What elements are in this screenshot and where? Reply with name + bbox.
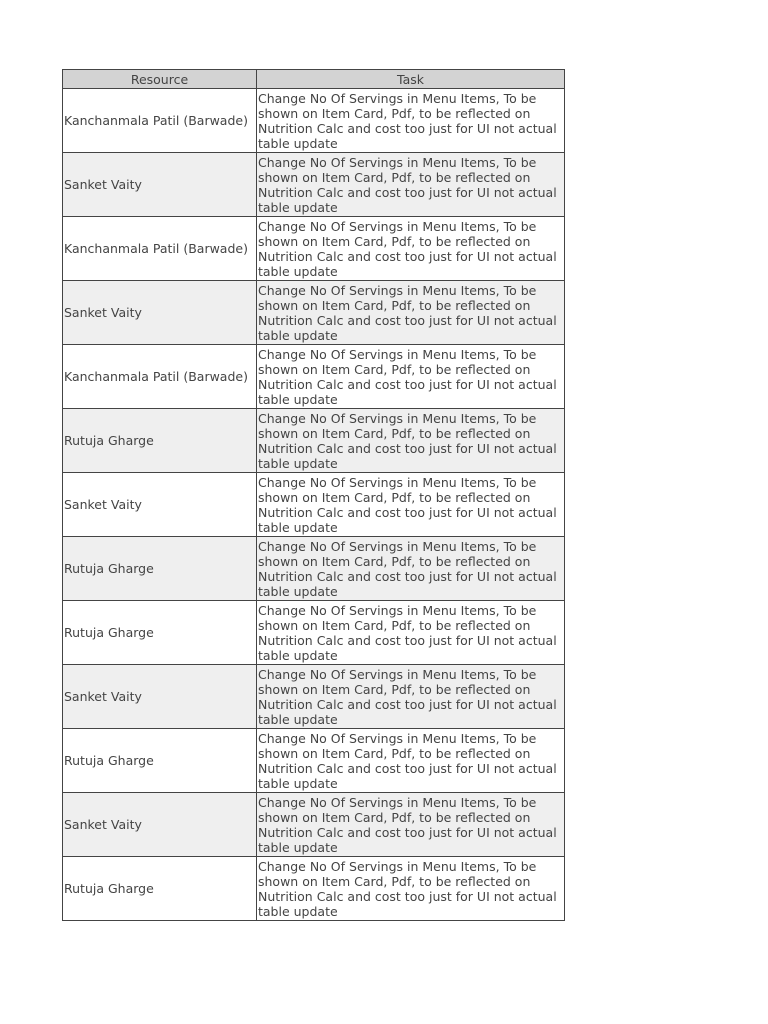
table-row	[63, 729, 565, 793]
header-task: Task	[257, 70, 565, 89]
header-resource: Resource	[63, 70, 257, 89]
task-cell: Change No Of Servings in Menu Items, To be shown on Item Card, Pdf, to be reflected on Nutrition Calc and cost too just for UI not actual table update	[257, 89, 565, 153]
table-row	[63, 89, 565, 153]
table-row	[63, 153, 565, 217]
table-row	[63, 793, 565, 857]
task-cell: Change No Of Servings in Menu Items, To be shown on Item Card, Pdf, to be reflected on Nutrition Calc and cost too just for UI not actual table update	[257, 345, 565, 409]
task-cell: Change No Of Servings in Menu Items, To be shown on Item Card, Pdf, to be reflected on Nutrition Calc and cost too just for UI not actual table update	[257, 601, 565, 665]
resource-cell: Sanket Vaity	[63, 281, 257, 345]
task-cell: Change No Of Servings in Menu Items, To be shown on Item Card, Pdf, to be reflected on Nutrition Calc and cost too just for UI not actual table update	[257, 281, 565, 345]
resource-cell: Kanchanmala Patil (Barwade)	[63, 217, 257, 281]
task-cell: Change No Of Servings in Menu Items, To be shown on Item Card, Pdf, to be reflected on Nutrition Calc and cost too just for UI not actual table update	[257, 793, 565, 857]
table-header-row	[63, 70, 565, 89]
table-row	[63, 345, 565, 409]
table-row	[63, 857, 565, 921]
task-cell: Change No Of Servings in Menu Items, To be shown on Item Card, Pdf, to be reflected on Nutrition Calc and cost too just for UI not actual table update	[257, 665, 565, 729]
task-cell: Change No Of Servings in Menu Items, To be shown on Item Card, Pdf, to be reflected on Nutrition Calc and cost too just for UI not actual table update	[257, 217, 565, 281]
resource-cell: Rutuja Gharge	[63, 729, 257, 793]
resource-cell: Rutuja Gharge	[63, 857, 257, 921]
resource-cell: Rutuja Gharge	[63, 601, 257, 665]
resource-cell: Sanket Vaity	[63, 793, 257, 857]
resource-task-table	[62, 69, 565, 921]
table-row	[63, 217, 565, 281]
task-cell: Change No Of Servings in Menu Items, To be shown on Item Card, Pdf, to be reflected on Nutrition Calc and cost too just for UI not actual table update	[257, 409, 565, 473]
resource-cell: Sanket Vaity	[63, 665, 257, 729]
task-cell: Change No Of Servings in Menu Items, To be shown on Item Card, Pdf, to be reflected on Nutrition Calc and cost too just for UI not actual table update	[257, 473, 565, 537]
table-row	[63, 281, 565, 345]
resource-cell: Sanket Vaity	[63, 153, 257, 217]
resource-cell: Kanchanmala Patil (Barwade)	[63, 89, 257, 153]
table-row	[63, 409, 565, 473]
resource-cell: Rutuja Gharge	[63, 537, 257, 601]
task-cell: Change No Of Servings in Menu Items, To be shown on Item Card, Pdf, to be reflected on Nutrition Calc and cost too just for UI not actual table update	[257, 537, 565, 601]
task-cell: Change No Of Servings in Menu Items, To be shown on Item Card, Pdf, to be reflected on Nutrition Calc and cost too just for UI not actual table update	[257, 153, 565, 217]
resource-cell: Kanchanmala Patil (Barwade)	[63, 345, 257, 409]
table-row	[63, 473, 565, 537]
resource-cell: Rutuja Gharge	[63, 409, 257, 473]
resource-cell: Sanket Vaity	[63, 473, 257, 537]
task-cell: Change No Of Servings in Menu Items, To be shown on Item Card, Pdf, to be reflected on Nutrition Calc and cost too just for UI not actual table update	[257, 857, 565, 921]
table-row	[63, 665, 565, 729]
task-cell: Change No Of Servings in Menu Items, To be shown on Item Card, Pdf, to be reflected on Nutrition Calc and cost too just for UI not actual table update	[257, 729, 565, 793]
table-row	[63, 601, 565, 665]
table-row	[63, 537, 565, 601]
